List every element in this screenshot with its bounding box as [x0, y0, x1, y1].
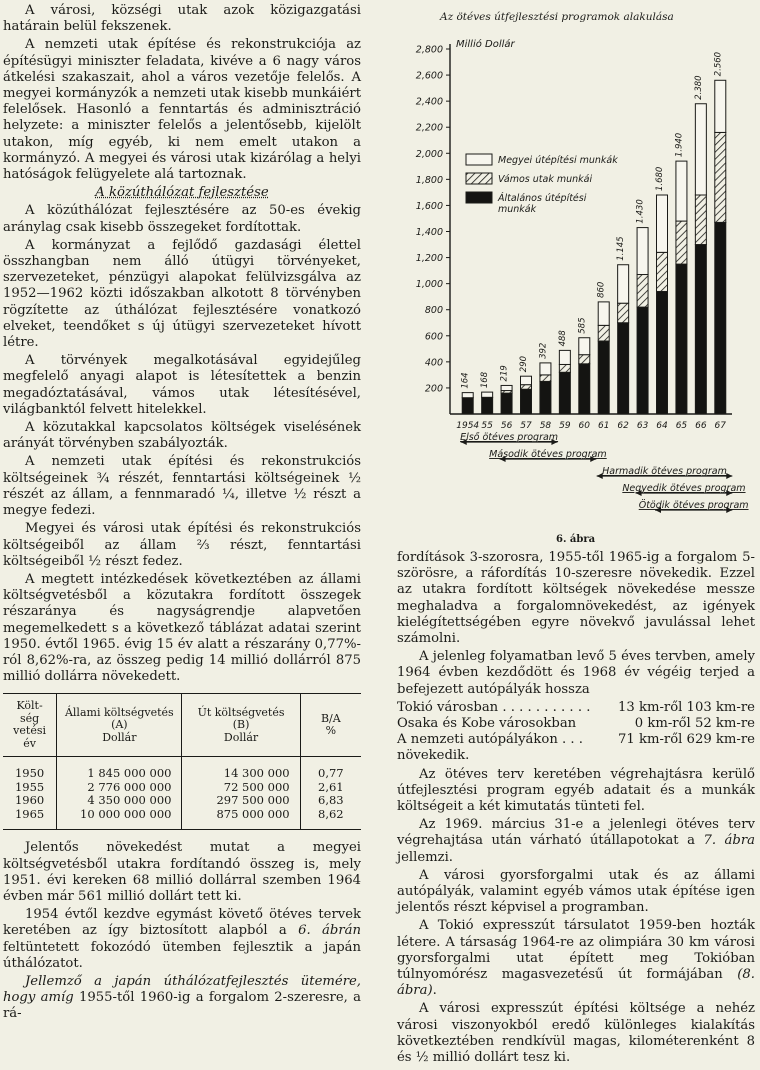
table-cell: 4 350 000 000	[57, 794, 182, 808]
bar-total-label: 1.145	[616, 236, 627, 261]
table-cell: 13 km-ről 103 km-re	[617, 699, 755, 715]
paragraph: fordítások 3-szorosra, 1955-től 1965-ig a forgalom 5-szörösre, a ráfordítás 10-szeresre növekedik. Ezzel az utakra fordított költségek növekedése messze meghaladva a forgalomnövekedést, az igények kielégítettségében egyre növekvő javulással lehet számolni.	[397, 550, 755, 647]
y-tick-label: 800	[424, 305, 443, 317]
bar-segment	[618, 303, 629, 323]
table-cell: 297 500 000	[182, 794, 300, 808]
bar-segment	[462, 393, 473, 398]
paragraph: Megyei és városi utak építési és rekonstrukciós költségeiből az állam ⅔ részt, fenntartási költségeiből ½ részt fedez.	[3, 521, 361, 569]
y-tick-label: 400	[424, 357, 443, 369]
bar-segment	[579, 364, 590, 414]
section-heading: A közúthálózat fejlesztése	[95, 185, 269, 201]
bar-segment	[715, 222, 726, 414]
x-tick-label: 1954	[456, 421, 480, 431]
paragraph: Jelentős növekedést mutat a megyei költségvetésből utakra fordítandó összeg is, mely 1951. évi kereken 68 millió dollárral szemben 1964 évben már 561 millió dollárt tett ki.	[3, 840, 361, 904]
bar-total-label: 290	[519, 355, 529, 373]
bar-segment	[559, 350, 570, 364]
bar-segment	[540, 363, 551, 375]
program-label: Első ötéves program	[460, 432, 559, 443]
table-cell: 72 500 000	[182, 781, 300, 795]
bar-segment	[715, 132, 726, 222]
y-tick-label: 2,400	[415, 96, 443, 108]
bar-segment	[637, 307, 648, 414]
figure-6	[398, 2, 758, 547]
bar-segment	[637, 228, 648, 275]
bar-segment	[559, 364, 570, 372]
bar-segment	[598, 302, 609, 325]
program-label: Harmadik ötéves program	[602, 466, 727, 477]
bar-segment	[695, 195, 706, 245]
bar-total-label: 219	[499, 365, 510, 382]
y-tick-label: 2,000	[415, 148, 443, 160]
bar-total-label: 488	[557, 330, 568, 347]
bar-segment	[579, 355, 590, 364]
bar-total-label: 585	[577, 317, 588, 334]
bar-total-label: 2.560	[713, 51, 724, 77]
table-row	[397, 716, 755, 732]
x-tick-label: 60	[578, 421, 591, 431]
table-cell: Osaka és Kobe városokban	[397, 716, 577, 732]
table-cell: 1955	[14, 779, 45, 794]
table-cell: 1 845 000 000	[57, 757, 182, 781]
paragraph: A nemzeti utak építési és rekonstrukciós költségeinek ¾ részét, fenntartási költségeinek ½ részét az állam, a fennmaradó ¼, illetve ½ részt a megye fedezi.	[3, 454, 361, 519]
paragraph: A közutakkal kapcsolatos költségek viselésének arányát törvényben szabályozták.	[3, 420, 361, 452]
x-tick-label: 58	[539, 421, 552, 431]
paragraph: 1954 évtől kezdve egymást követő ötéves tervek keretében az így biztosított alapból a 6. ábrán feltüntetett fokozódó ütemben fejlesztik a japán úthálózatot.	[3, 907, 361, 971]
legend-label: munkák	[498, 204, 537, 215]
y-tick-label: 1,600	[415, 200, 443, 212]
table-cell: 2 776 000 000	[57, 781, 182, 795]
table-row	[397, 700, 755, 716]
y-tick-label: 1,000	[415, 279, 443, 291]
table-row	[3, 794, 361, 808]
motorway-length-table	[397, 700, 755, 749]
x-tick-label: 67	[714, 421, 727, 431]
x-tick-label: 57	[520, 421, 532, 431]
y-tick-label: 600	[424, 331, 443, 343]
bar-segment	[540, 375, 551, 382]
table-cell: Tokió városban . . . . . . . . . . .	[397, 699, 591, 715]
figure-caption: 6. ábra	[556, 534, 596, 545]
bar-segment	[695, 245, 706, 414]
x-tick-label: 59	[559, 421, 571, 431]
bar-segment	[521, 389, 532, 414]
paragraph: Az 1969. március 31-e a jelenlegi ötéves terv végrehajtása után várható útállapotokat a 7. ábra jellemzi.	[397, 817, 755, 865]
paragraph: A nemzeti utak építése és rekonstrukciója az építésügyi miniszter feladata, kivéve a 6 nagy város átkelési szakaszait, ahol a város vezetője felelős. A megyei kormányzók a nemzeti utak kisebb munkáiért felelősek. Hasonló a fenntartás és adminisztráció helyzete: a miniszter felelős a jelentősebb, kijelölt utakon, míg egyéb, ki nem emelt utakon a kormányzó. A megyei és városi utak kizárólag a helyi hatóságok felügyelete alá tartoznak.	[3, 37, 362, 183]
bar-total-label: 1.940	[674, 132, 685, 158]
paragraph: A jelenleg folyamatban levő 5 éves tervben, amely 1964 évben kezdődött és 1968 év végéig terjed a befejezett autópályák hossza	[397, 649, 755, 697]
y-tick-label: 1,400	[415, 227, 443, 238]
table-row	[3, 781, 361, 795]
table-cell: 0,77	[300, 757, 361, 781]
table-cell: 14 300 000	[182, 757, 300, 781]
table-header: Állami költségvetés (A) Dollár	[57, 694, 182, 757]
bar-total-label: 1.430	[635, 199, 646, 224]
paragraph: Jellemző a japán úthálózatfejlesztés ütemére, hogy amíg 1955-től 1960-ig a forgalom 2-szeresre, a rá-	[3, 973, 361, 1022]
bar-segment	[559, 372, 570, 414]
bar-segment	[598, 325, 609, 341]
bar-total-label: 164	[460, 372, 471, 389]
table-cell: 8,62	[300, 808, 361, 830]
bar-segment	[521, 385, 532, 390]
table-header: Út költségvetés (B) Dollár	[182, 694, 300, 757]
bar-segment	[482, 392, 493, 397]
table-cell: 1950	[14, 766, 45, 781]
table-header: B/A %	[300, 694, 361, 757]
y-tick-label: 1,200	[415, 253, 443, 265]
y-tick-label: 2,800	[415, 44, 443, 56]
bar-segment	[695, 104, 706, 195]
y-tick-label: 200	[424, 383, 443, 395]
paragraph: A megtett intézkedések következtében az állami költségvetésből a közutakra fordított összegek részaránya és nagyságrendje alapvetően megemelkedett s a következő táblázat adatai szerint 1950. évtől 1965. évig 15 év alatt a részarány 0,77%-ról 8,62%-ra, az összeg pedig 14 millió dollárról 875 millió dollárra növekedett.	[3, 571, 361, 685]
y-tick-label: 1,800	[415, 174, 443, 186]
table-cell: 1960	[14, 793, 45, 808]
paragraph: A városi expresszút építési költsége a nehéz városi viszonyokból eredő különleges kialakítás következtében rendkívül magas, kilométerenként 8 és ½ millió dollárt tesz ki.	[397, 1001, 755, 1066]
budget-table	[3, 693, 361, 830]
paragraph: A városi, községi utak azok közigazgatási határain belül fekszenek.	[3, 3, 361, 35]
bar-total-label: 392	[538, 342, 549, 359]
figure-reference: 6. ábrán	[298, 923, 361, 939]
stacked-bar-chart	[398, 2, 758, 532]
bar-segment	[618, 323, 629, 414]
legend-swatch	[466, 173, 492, 184]
legend-label: Általános útépítési	[498, 193, 587, 204]
x-tick-label: 65	[675, 421, 688, 431]
table-cell: 10 000 000 000	[57, 808, 182, 830]
table-cell: A nemzeti autópályákon . . .	[397, 732, 583, 748]
x-tick-label: 55	[481, 421, 493, 431]
table-row	[397, 732, 755, 748]
program-label: Második ötéves program	[489, 449, 607, 460]
bar-segment	[657, 252, 668, 291]
table-cell: 875 000 000	[182, 808, 300, 830]
y-axis-title: Millió Dollár	[456, 39, 515, 50]
y-tick-label: 2,600	[415, 70, 443, 82]
figure-reference: (8. ábra)	[397, 967, 755, 999]
legend-label: Vámos utak munkái	[498, 174, 593, 185]
bar-segment	[482, 397, 493, 414]
paragraph: A törvények megalkotásával egyidejűleg megfelelő anyagi alapot is létesítettek a benzin megadóztatásával, vámos utak létesítésével, világbanktól felvett hitelekkel.	[3, 353, 361, 417]
bar-segment	[462, 398, 473, 414]
bar-segment	[657, 195, 668, 252]
program-label: Ötödik ötéves program	[638, 500, 749, 511]
paragraph: A kormányzat a fejlődő gazdasági élettel összhangban nem álló útügyi törvényeket, szervezeteket, pénzügyi alapokat felülvizsgálva az 1952—1962 közti időszakban alkotott 8 törvényben rögzítette az úthálózat fejlesztésére vonatkozó elveket, teendőket s új útügyi szervezeteket hívott létre.	[3, 237, 361, 351]
bar-segment	[676, 221, 687, 264]
paragraph: A közúthálózat fejlesztésére az 50-es évekig aránylag csak kisebb összegeket fordítottak.	[3, 203, 361, 235]
legend-swatch	[466, 154, 492, 165]
bar-segment	[676, 161, 687, 221]
legend-swatch	[466, 192, 492, 203]
bar-segment	[540, 381, 551, 414]
bar-segment	[521, 376, 532, 384]
bar-segment	[618, 265, 629, 303]
x-tick-label: 64	[656, 421, 668, 431]
bar-segment	[657, 291, 668, 414]
paragraph: A Tokió expresszút társulatot 1959-ben hozták létere. A társaság 1964-re az olimpiára 30 km városi gyorsforgalmi utat épített meg Tokióban túlnyomórész magasvezetésű út formájában (8. ábra).	[397, 918, 755, 999]
bar-segment	[501, 385, 512, 390]
table-row	[3, 757, 361, 781]
bar-total-label: 860	[596, 281, 607, 298]
bar-segment	[715, 80, 726, 132]
table-row	[3, 808, 361, 830]
x-tick-label: 66	[695, 421, 707, 431]
bar-segment	[598, 341, 609, 414]
bar-total-label: 2.380	[693, 75, 704, 100]
table-cell: 2,61	[300, 781, 361, 795]
right-column	[397, 550, 755, 1068]
x-tick-label: 56	[500, 421, 513, 431]
figure-title: Az ötéves útfejlesztési programok alakulása	[440, 11, 674, 23]
bar-total-label: 168	[480, 371, 491, 389]
x-tick-label: 62	[617, 421, 629, 431]
table-cell: 1965	[3, 808, 57, 830]
bar-segment	[579, 338, 590, 355]
table-header: Költ- ség vetési év	[3, 694, 57, 757]
y-tick-label: 2,200	[415, 122, 443, 134]
x-tick-label: 63	[636, 421, 649, 431]
legend-label: Megyei útépítési munkák	[498, 155, 618, 166]
program-arrow-head	[726, 473, 732, 479]
table-cell: 71 km-ről 629 km-re	[617, 732, 755, 748]
table-cell: 6,83	[300, 794, 361, 808]
figure-reference: 7. ábra	[703, 833, 755, 849]
bar-segment	[676, 264, 687, 414]
left-column	[3, 3, 361, 1025]
x-tick-label: 61	[597, 421, 610, 431]
paragraph: A városi gyorsforgalmi utak és az állami autópályák, valamint egyéb vámos utak építése igen jelentős részt képvisel a programban.	[397, 867, 755, 916]
paragraph: növekedik.	[397, 748, 470, 764]
bar-total-label: 1.680	[655, 166, 665, 191]
table-cell: 0 km-ről 52 km-re	[634, 716, 755, 732]
program-label: Negyedik ötéves program	[622, 483, 746, 494]
paragraph: Az ötéves terv keretében végrehajtásra kerülő útfejlesztési program egyéb adatait és a munkák költségeit a két kimutatás tünteti fel.	[397, 766, 755, 815]
bar-segment	[501, 393, 512, 414]
bar-segment	[637, 275, 648, 308]
